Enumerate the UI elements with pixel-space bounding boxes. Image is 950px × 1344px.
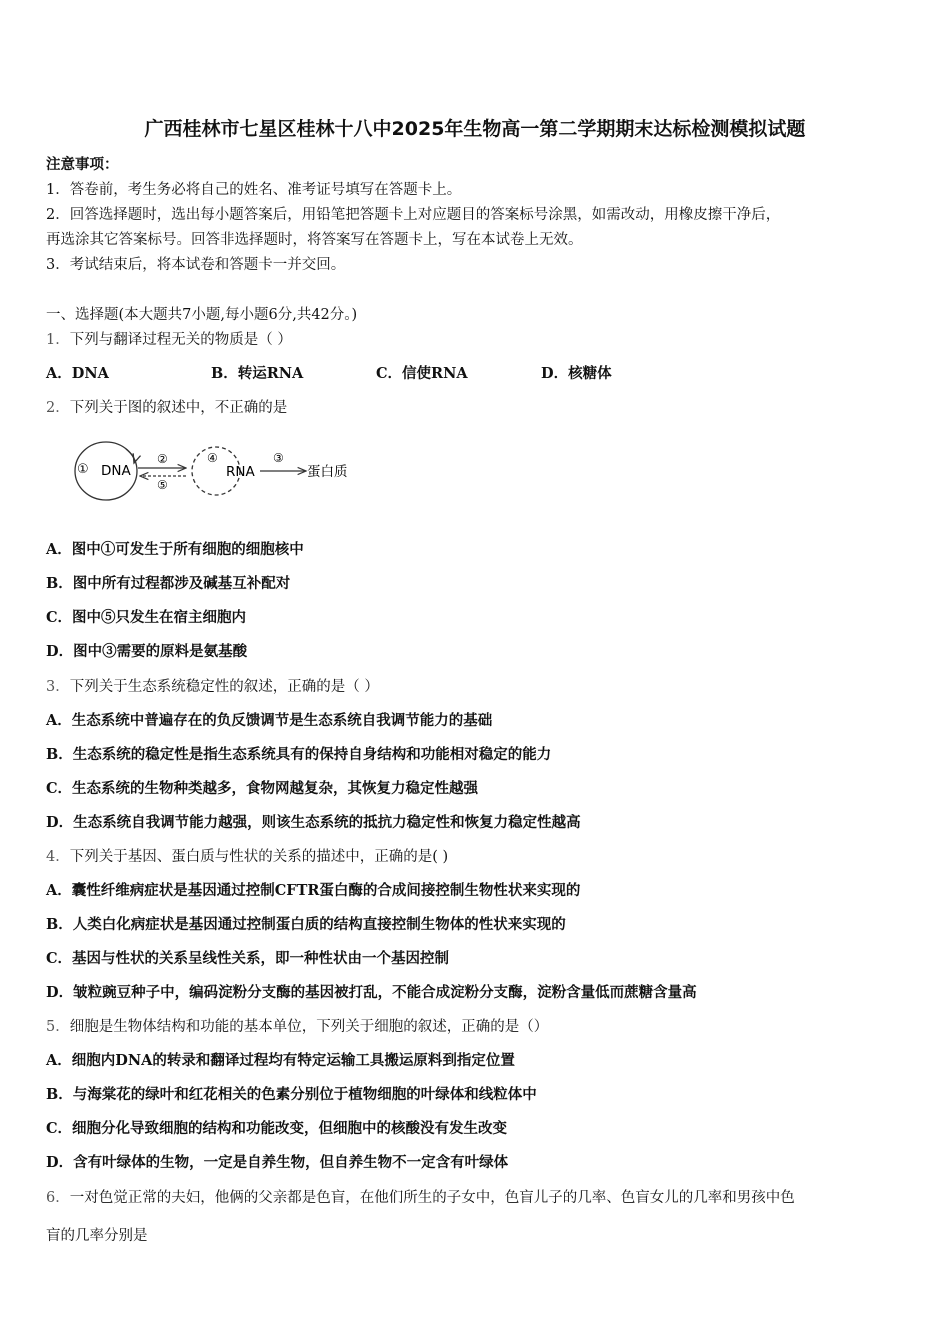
- option: A．图中①可发生于所有细胞的细胞核中: [46, 541, 304, 558]
- question-4: [46, 845, 448, 866]
- question-stem: 下列与翻译过程无关的物质是（ ）: [69, 332, 292, 348]
- question-number: 2．: [46, 400, 70, 416]
- label-2: ②: [157, 452, 168, 466]
- question-stem: 下列关于图的叙述中，不正确的是: [69, 400, 288, 416]
- option: B．人类白化病症状是基因通过控制蛋白质的结构直接控制生物体的性状来实现的: [46, 916, 566, 933]
- option: A．囊性纤维病症状是基因通过控制CFTR蛋白酶的合成间接控制生物性状来实现的: [46, 882, 581, 899]
- notice-item: 1．答卷前，考生务必将自己的姓名、准考证号填写在答题卡上。: [46, 182, 462, 198]
- question-stem: 下列关于基因、蛋白质与性状的关系的描述中，正确的是( ): [69, 849, 449, 865]
- question-stem: 下列关于生态系统稳定性的叙述，正确的是（ ）: [69, 679, 379, 695]
- question-stem: 细胞是生物体结构和功能的基本单位，下列关于细胞的叙述，正确的是（）: [69, 1019, 549, 1035]
- option: C．细胞分化导致细胞的结构和功能改变，但细胞中的核酸没有发生改变: [46, 1120, 508, 1137]
- question-1-options: [46, 362, 612, 383]
- option: C．生态系统的生物种类越多，食物网越复杂，其恢复力稳定性越强: [46, 780, 479, 797]
- question-5: [46, 1015, 548, 1036]
- notice-item: 2．回答选择题时，选出每小题答案后，用铅笔把答题卡上对应题目的答案标号涂黑，如需改动，用橡皮擦干净后，: [46, 207, 781, 223]
- question-6: [46, 1186, 795, 1207]
- question-number: 6．: [46, 1190, 70, 1206]
- question-stem: 一对色觉正常的夫妇，他俩的父亲都是色盲，在他们所生的子女中，色盲儿子的几率、色盲女儿的几率和男孩中色: [69, 1190, 795, 1206]
- rna-label: RNA: [226, 464, 255, 480]
- section-heading: 一、选择题(本大题共7小题,每小题6分,共42分。): [46, 307, 358, 323]
- label-4: ④: [207, 451, 218, 465]
- option: D．皱粒豌豆种子中，编码淀粉分支酶的基因被打乱，不能合成淀粉分支酶，淀粉含量低而蔗糖含量高: [46, 984, 697, 1001]
- label-1: ①: [77, 462, 89, 477]
- notice-item: 3．考试结束后，将本试卷和答题卡一并交回。: [46, 257, 346, 273]
- protein-label: 蛋白质: [307, 464, 348, 480]
- option: D．图中③需要的原料是氨基酸: [46, 643, 248, 660]
- question-stem-continued: 盲的几率分别是: [46, 1228, 148, 1244]
- option: B．转运RNA: [211, 365, 304, 382]
- option: D．生态系统自我调节能力越强，则该生态系统的抵抗力稳定性和恢复力稳定性越高: [46, 814, 581, 831]
- central-dogma-diagram: [66, 435, 366, 507]
- option: B．图中所有过程都涉及碱基互补配对: [46, 575, 291, 592]
- question-number: 1．: [46, 332, 70, 348]
- question-number: 4．: [46, 849, 70, 865]
- exam-title: 广西桂林市七星区桂林十八中2025年生物高一第二学期期末达标检测模拟试题: [144, 118, 806, 140]
- question-1: [46, 328, 292, 349]
- notice-item: 再选涂其它答案标号。回答非选择题时，将答案写在答题卡上，写在本试卷上无效。: [46, 232, 583, 248]
- option: A．DNA: [46, 365, 109, 382]
- question-number: 3．: [46, 679, 70, 695]
- question-number: 5．: [46, 1019, 70, 1035]
- question-2: [46, 396, 287, 417]
- option: D．核糖体: [541, 365, 612, 382]
- option: B．与海棠花的绿叶和红花相关的色素分别位于植物细胞的叶绿体和线粒体中: [46, 1086, 537, 1103]
- option: A．生态系统中普遍存在的负反馈调节是生态系统自我调节能力的基础: [46, 712, 493, 729]
- option: D．含有叶绿体的生物，一定是自养生物，但自养生物不一定含有叶绿体: [46, 1154, 509, 1171]
- label-5: ⑤: [157, 478, 168, 492]
- dna-label: DNA: [101, 463, 131, 479]
- option: B．生态系统的稳定性是指生态系统具有的保持自身结构和功能相对稳定的能力: [46, 746, 552, 763]
- notice-heading: 注意事项：: [46, 156, 119, 173]
- option: C．图中⑤只发生在宿主细胞内: [46, 609, 247, 626]
- label-3: ③: [273, 451, 284, 465]
- option: C．信使RNA: [376, 365, 468, 382]
- option: C．基因与性状的关系呈线性关系，即一种性状由一个基因控制: [46, 950, 450, 967]
- question-3: [46, 675, 379, 696]
- option: A．细胞内DNA的转录和翻译过程均有特定运输工具搬运原料到指定位置: [46, 1052, 515, 1069]
